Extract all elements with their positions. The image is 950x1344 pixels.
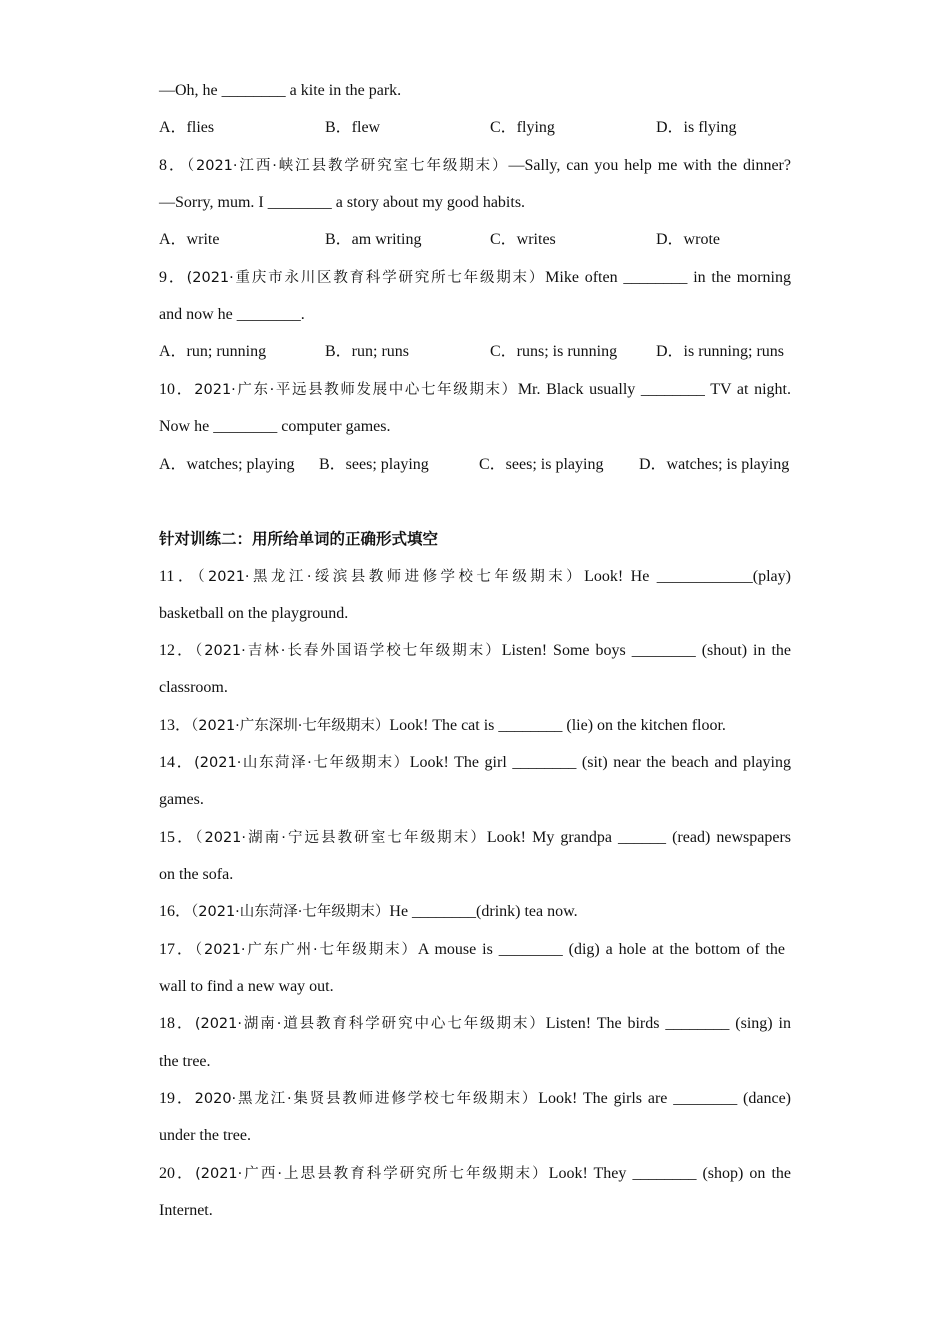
option-a: A．run; running	[159, 343, 267, 360]
question-number: 11．	[159, 568, 198, 585]
question-text: Look! The cat is ________ (lie) on the kitchen floor.	[389, 717, 726, 734]
question-number: 17．	[159, 941, 195, 958]
question-source: （2021·山东菏泽·七年级期末）	[191, 904, 390, 920]
question-14-line-2: games.	[159, 791, 204, 808]
option-d: D．wrote	[656, 231, 720, 248]
question-17-line-2: wall to find a new way out.	[159, 978, 334, 995]
question-number: 10．	[159, 381, 195, 398]
option-b: B．sees; playing	[319, 456, 429, 473]
question-15-line-2: on the sofa.	[159, 866, 234, 883]
question-18-line-1	[159, 1014, 791, 1034]
question-10-line-1	[159, 380, 791, 400]
option-a: A．flies	[159, 119, 215, 136]
question-text: Listen! The birds ________ (sing) in	[545, 1015, 791, 1032]
question-source: (2021·广西·上思县教育科学研究所七年级期末）	[195, 1166, 549, 1182]
question-source: 2020·黑龙江·集贤县教师进修学校七年级期末）	[194, 1091, 539, 1107]
question-source: （2021·吉林·长春外国语学校七年级期末）	[195, 643, 502, 659]
question-text: Look! The girl ________ (sit) near the beach and playing	[409, 754, 791, 771]
question-14-line-1	[159, 753, 791, 773]
question-11-line-1	[159, 567, 791, 587]
option-c: C．sees; is playing	[479, 456, 604, 473]
question-20-line-1	[159, 1164, 791, 1184]
option-d: D．is flying	[656, 119, 737, 136]
question-text: Mike often ________ in the morning	[545, 269, 791, 286]
option-d: D．watches; is playing	[639, 456, 790, 473]
question-20-line-2: Internet.	[159, 1202, 213, 1219]
section-heading: 针对训练二：用所给单词的正确形式填空	[159, 530, 439, 548]
option-c: C．runs; is running	[490, 343, 618, 360]
question-9-line-1	[159, 268, 791, 288]
question-12-line-2: classroom.	[159, 679, 228, 696]
question-source: （2021·湖南·宁远县教研室七年级期末）	[195, 830, 487, 846]
question-11-line-2: basketball on the playground.	[159, 605, 349, 622]
question-text: Listen! Some boys ________ (shout) in the	[501, 642, 791, 659]
question-18-line-2: the tree.	[159, 1053, 211, 1070]
question-number: 15．	[159, 829, 196, 846]
question-source: (2021·山东菏泽·七年级期末）	[194, 755, 410, 771]
question-number: 12．	[159, 642, 195, 659]
question-source: （2021·黑龙江·绥滨县教师进修学校七年级期末）	[197, 569, 585, 585]
question-15-line-1	[159, 828, 791, 848]
question-8-line-1	[159, 156, 791, 176]
question-source: （2021·江西·峡江县教学研究室七年级期末）	[186, 158, 509, 174]
question-text: Mr. Black usually ________ TV at night.	[517, 381, 791, 398]
question-number: 20．	[159, 1165, 196, 1182]
option-a: A．write	[159, 231, 220, 248]
question-number: 18．	[159, 1015, 195, 1032]
question-number: 14．	[159, 754, 195, 771]
question-number: 19．	[159, 1090, 195, 1107]
question-7-line-2: —Oh, he ________ a kite in the park.	[159, 82, 402, 99]
question-13-line-1	[159, 716, 791, 736]
question-text: He ________(drink) tea now.	[389, 903, 578, 920]
question-text: Look! The girls are ________ (dance)	[538, 1090, 791, 1107]
question-source: （2021·广东广州·七年级期末）	[194, 942, 418, 958]
question-source: (2021·重庆市永川区教育科学研究所七年级期末）	[186, 270, 546, 286]
question-8-line-2: —Sorry, mum. I ________ a story about my good habits.	[159, 194, 526, 211]
question-9-line-2: and now he ________.	[159, 306, 305, 323]
question-text: Look! He ____________(play)	[584, 568, 791, 585]
question-17-line-1	[159, 940, 785, 960]
question-19-line-2: under the tree.	[159, 1127, 251, 1144]
question-16-line-1	[159, 902, 791, 922]
question-19-line-1	[159, 1089, 791, 1109]
question-text: A mouse is ________ (dig) a hole at the bottom of the	[417, 941, 785, 958]
question-text: Look! They ________ (shop) on the	[548, 1165, 791, 1182]
option-b: B．am writing	[325, 231, 422, 248]
option-a: A．watches; playing	[159, 456, 295, 473]
question-source: (2021·湖南·道县教育科学研究中心七年级期末）	[194, 1016, 546, 1032]
question-number: 13．	[159, 717, 192, 734]
option-d: D．is running; runs	[656, 343, 785, 360]
option-b: B．flew	[325, 119, 381, 136]
question-source: （2021·广东深圳·七年级期末）	[191, 718, 390, 734]
question-10-line-2: Now he ________ computer games.	[159, 418, 391, 435]
question-text: Look! My grandpa ______ (read) newspapers	[486, 829, 791, 846]
option-c: C．flying	[490, 119, 555, 136]
question-12-line-1	[159, 641, 791, 661]
question-number: 8．	[159, 157, 187, 174]
option-c: C．writes	[490, 231, 556, 248]
question-number: 9．	[159, 269, 187, 286]
question-source: 2021·广东·平远县教师发展中心七年级期末）	[194, 382, 518, 398]
question-text: —Sally, can you help me with the dinner?	[508, 157, 791, 174]
question-number: 16．	[159, 903, 192, 920]
option-b: B．run; runs	[325, 343, 410, 360]
